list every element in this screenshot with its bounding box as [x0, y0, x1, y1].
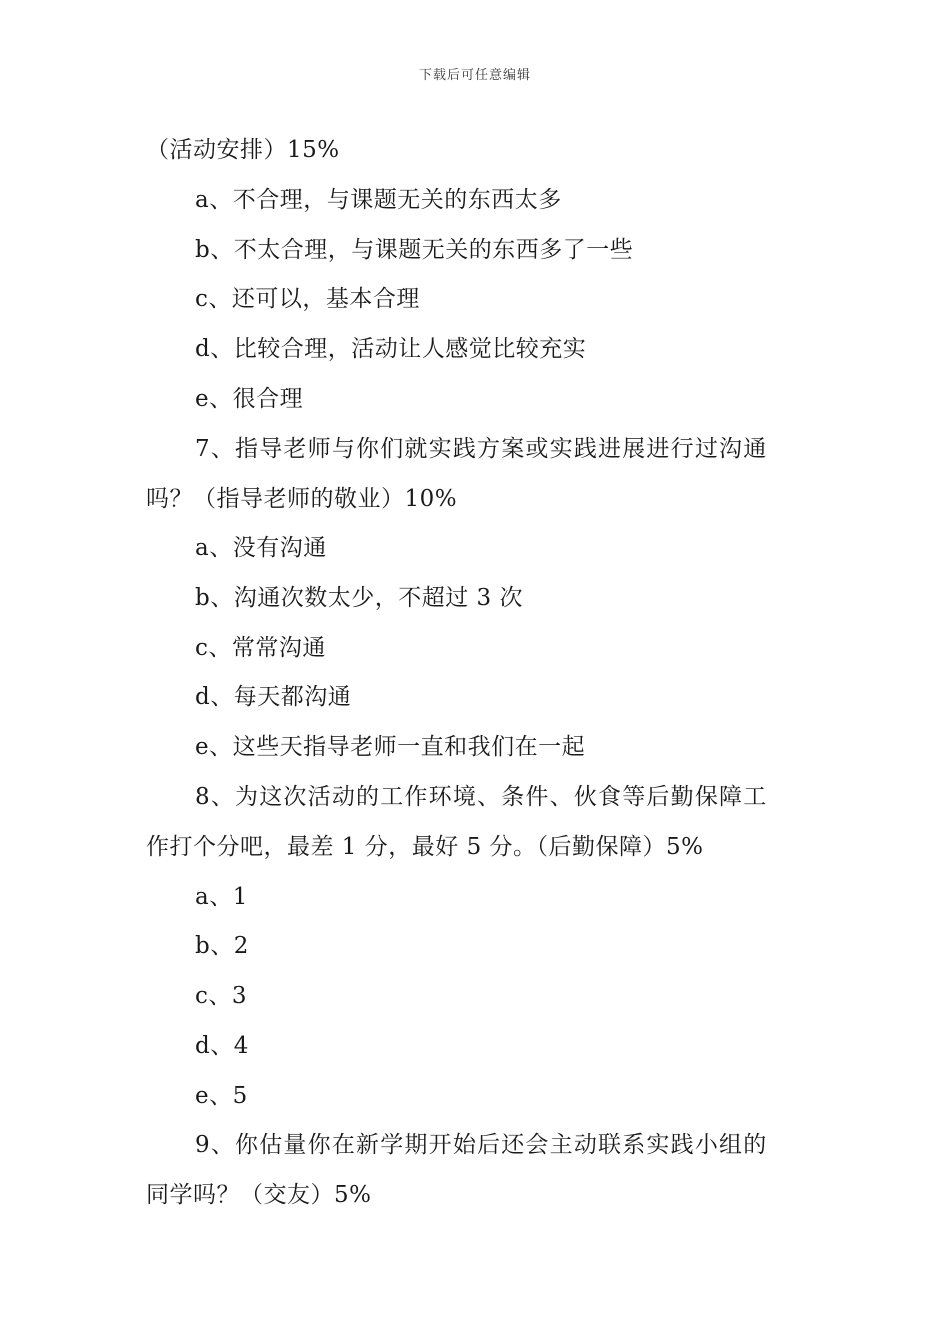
option-a: a、没有沟通 [195, 535, 327, 561]
option-c: c、3 [195, 983, 248, 1009]
option-b: b、沟通次数太少，不超过 3 次 [195, 585, 523, 611]
option-e: e、5 [195, 1083, 248, 1109]
question-7: 7、指导老师与你们就实践方案或实践进展进行过沟通 [195, 436, 768, 462]
option-d: d、比较合理，活动让人感觉比较充实 [195, 336, 587, 362]
option-b: b、2 [195, 933, 249, 959]
question-8-continued: 作打个分吧，最差 1 分，最好 5 分。（后勤保障）5% [146, 834, 704, 860]
option-e: e、很合理 [195, 386, 304, 412]
option-a: a、1 [195, 884, 248, 910]
option-e: e、这些天指导老师一直和我们在一起 [195, 734, 586, 760]
question-9-continued: 同学吗？（交友）5% [146, 1182, 372, 1208]
option-d: d、4 [195, 1033, 249, 1059]
option-c: c、常常沟通 [195, 635, 326, 661]
page-header: 下载后可任意编辑 [418, 68, 531, 83]
option-b: b、不太合理，与课题无关的东西多了一些 [195, 237, 634, 263]
question-8: 8、为这次活动的工作环境、条件、伙食等后勤保障工 [195, 784, 768, 810]
option-d: d、每天都沟通 [195, 684, 352, 710]
question-9: 9、你估量你在新学期开始后还会主动联系实践小组的 [195, 1132, 768, 1158]
section-weight-activity: （活动安排）15% [146, 137, 340, 163]
option-c: c、还可以，基本合理 [195, 286, 420, 312]
option-a: a、不合理，与课题无关的东西太多 [195, 187, 562, 213]
question-7-continued: 吗？（指导老师的敬业）10% [146, 486, 458, 512]
